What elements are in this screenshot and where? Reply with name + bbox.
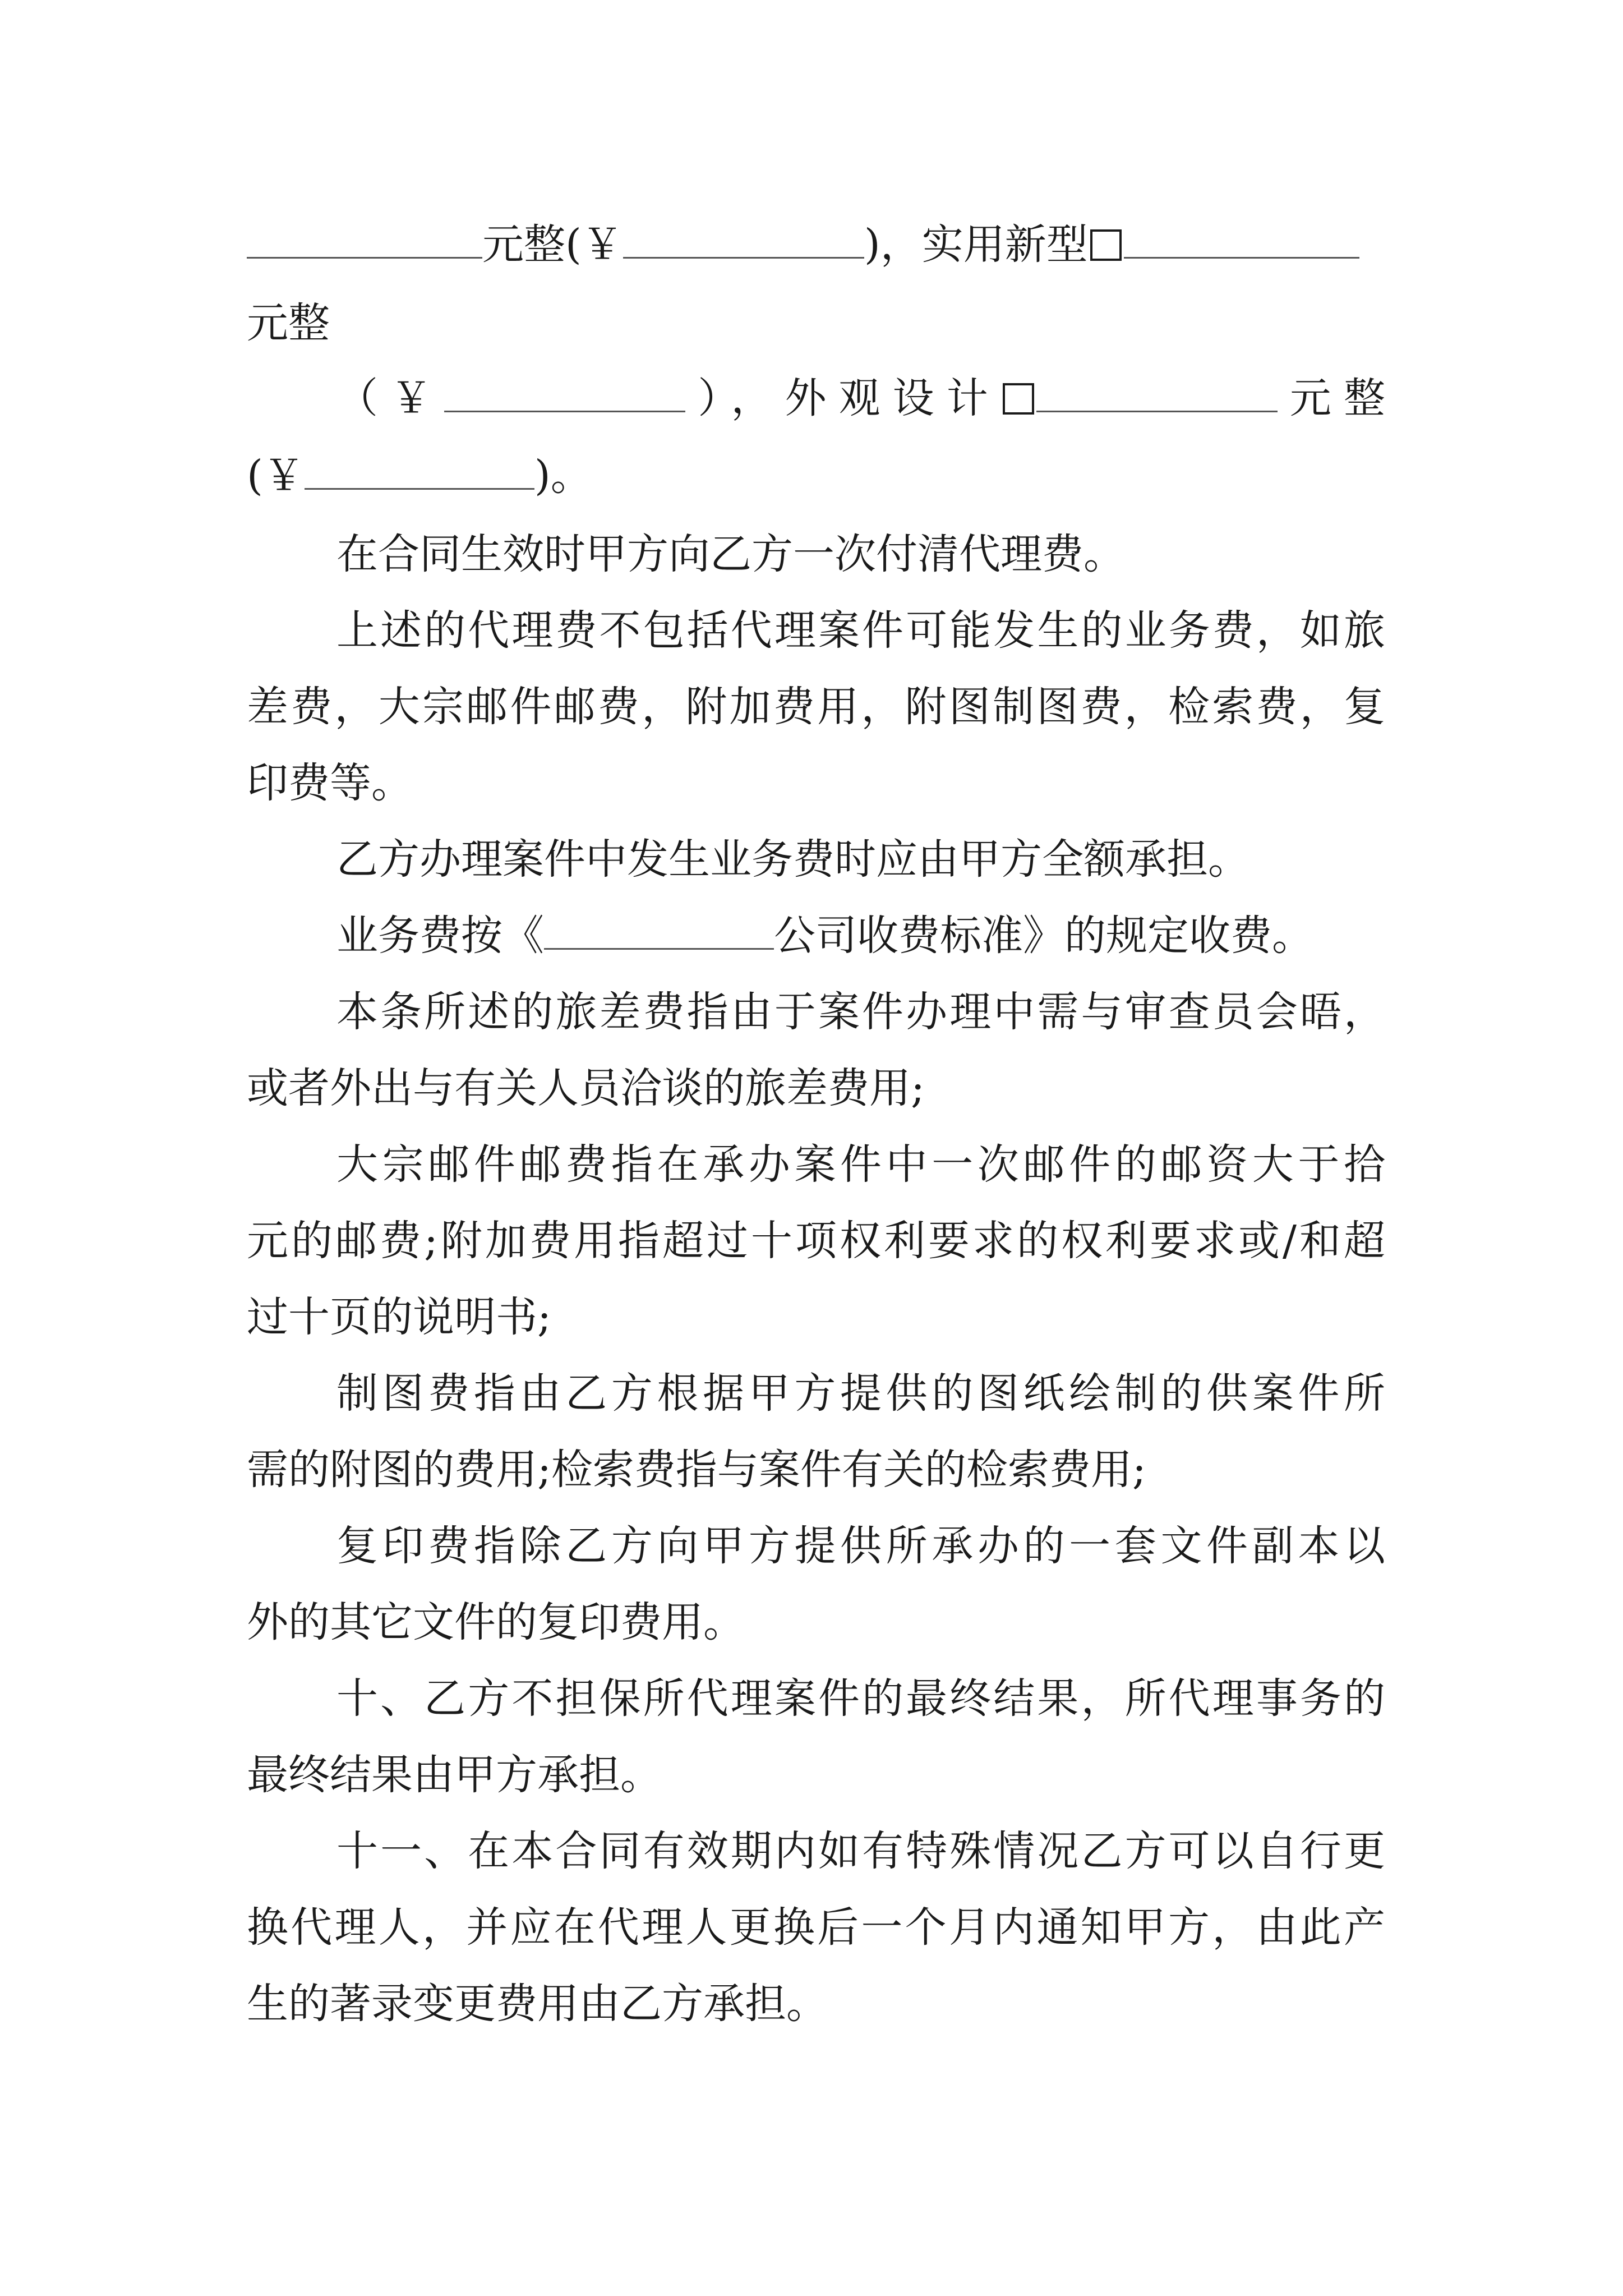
line-text: 制图费指由乙方根据甲方提供的图纸绘制的供案件所 — [336, 1369, 1385, 1418]
paragraph-line — [247, 1202, 1385, 1280]
paragraph-line — [247, 591, 1385, 670]
line-text: 在合同生效时甲方向乙方一次付清代理费。 — [336, 530, 1125, 578]
line-text: 差费，大宗邮件邮费，附加费用，附图制图费，检索费，复 — [247, 683, 1385, 731]
paragraph-line — [247, 973, 1385, 1051]
paragraph-line — [247, 1507, 1385, 1585]
text-utility-model: )，实用新型 — [864, 220, 1088, 269]
paragraph-line — [247, 515, 1385, 593]
text-yuan-zheng: 元整 — [247, 299, 330, 347]
paragraph-line — [247, 1812, 1385, 1890]
line-text: 外的其它文件的复印费用。 — [247, 1598, 745, 1646]
text-yuan-zheng-yen: 元整(￥ — [482, 220, 623, 269]
line-text: 需的附图的费用;检索费指与案件有关的检索费用; — [247, 1446, 1146, 1494]
fee-line-invention — [247, 205, 1385, 284]
blank-design-amount-number — [305, 449, 534, 490]
paragraph-line — [247, 896, 1385, 975]
paragraph-line — [247, 1430, 1385, 1509]
paragraph-line — [247, 1354, 1385, 1433]
paragraph-line — [247, 1736, 1385, 1814]
line-text: 业务费按《 — [336, 912, 544, 960]
line-text: 印费等。 — [247, 759, 413, 807]
text-yuan-zheng-2: 元整 — [1277, 374, 1386, 422]
line-text: 换代理人，并应在代理人更换后一个月内通知甲方，由此产 — [247, 1903, 1385, 1952]
paragraph-line — [247, 744, 1385, 822]
blank-utility-amount-words — [1124, 218, 1359, 259]
blank-utility-amount-number — [444, 371, 685, 412]
line-text: 乙方办理案件中发生业务费时应由甲方全额承担。 — [336, 835, 1249, 884]
line-text: 或者外出与有关人员洽谈的旅差费用; — [247, 1064, 925, 1112]
paragraph-line — [247, 1278, 1385, 1356]
fee-line-yuanzheng — [247, 284, 1385, 362]
line-text: 最终结果由甲方承担。 — [247, 1751, 662, 1799]
fee-line-design — [247, 359, 1385, 438]
line-text: 大宗邮件邮费指在承办案件中一次邮件的邮资大于拾 — [336, 1140, 1385, 1189]
blank-design-amount-words — [1036, 371, 1278, 412]
paragraph-line — [247, 1583, 1385, 1662]
blank-amount-number — [623, 218, 864, 259]
paragraph-line — [247, 1049, 1385, 1128]
paragraph-line — [247, 1888, 1385, 1967]
line-text: 上述的代理费不包括代理案件可能发生的业务费，如旅 — [336, 606, 1385, 655]
line-text: 复印费指除乙方向甲方提供所承办的一套文件副本以 — [336, 1522, 1385, 1570]
line-text: 公司收费标准》的规定收费。 — [774, 912, 1313, 960]
line-text: 十、乙方不担保所代理案件的最终结果，所代理事务的 — [336, 1674, 1385, 1723]
blank-company-name — [544, 909, 774, 950]
paragraph-line — [247, 820, 1385, 899]
line-text: 元的邮费;附加费用指超过十项权利要求的权利要求或/和超 — [247, 1217, 1385, 1265]
fee-line-design-number — [247, 436, 1385, 515]
paragraph-line — [247, 668, 1385, 746]
line-text: 过十页的说明书; — [247, 1293, 551, 1341]
text-close-period: )。 — [534, 452, 592, 500]
design-checkbox — [1003, 383, 1034, 415]
blank-amount-words — [247, 218, 482, 259]
text-design: ），外观设计 — [685, 374, 1000, 422]
paragraph-line — [247, 1659, 1385, 1738]
paragraph-line — [247, 1964, 1385, 2043]
text-yen-open: （￥ — [336, 374, 445, 422]
text-yen-open-2: (￥ — [247, 452, 305, 500]
line-text: 本条所述的旅差费指由于案件办理中需与审查员会晤， — [336, 988, 1385, 1036]
utility-model-checkbox — [1090, 229, 1122, 261]
paragraph-line — [247, 1125, 1385, 1204]
line-text: 生的著录变更费用由乙方承担。 — [247, 1980, 828, 2028]
line-text: 十一、在本合同有效期内如有特殊情况乙方可以自行更 — [336, 1827, 1385, 1875]
